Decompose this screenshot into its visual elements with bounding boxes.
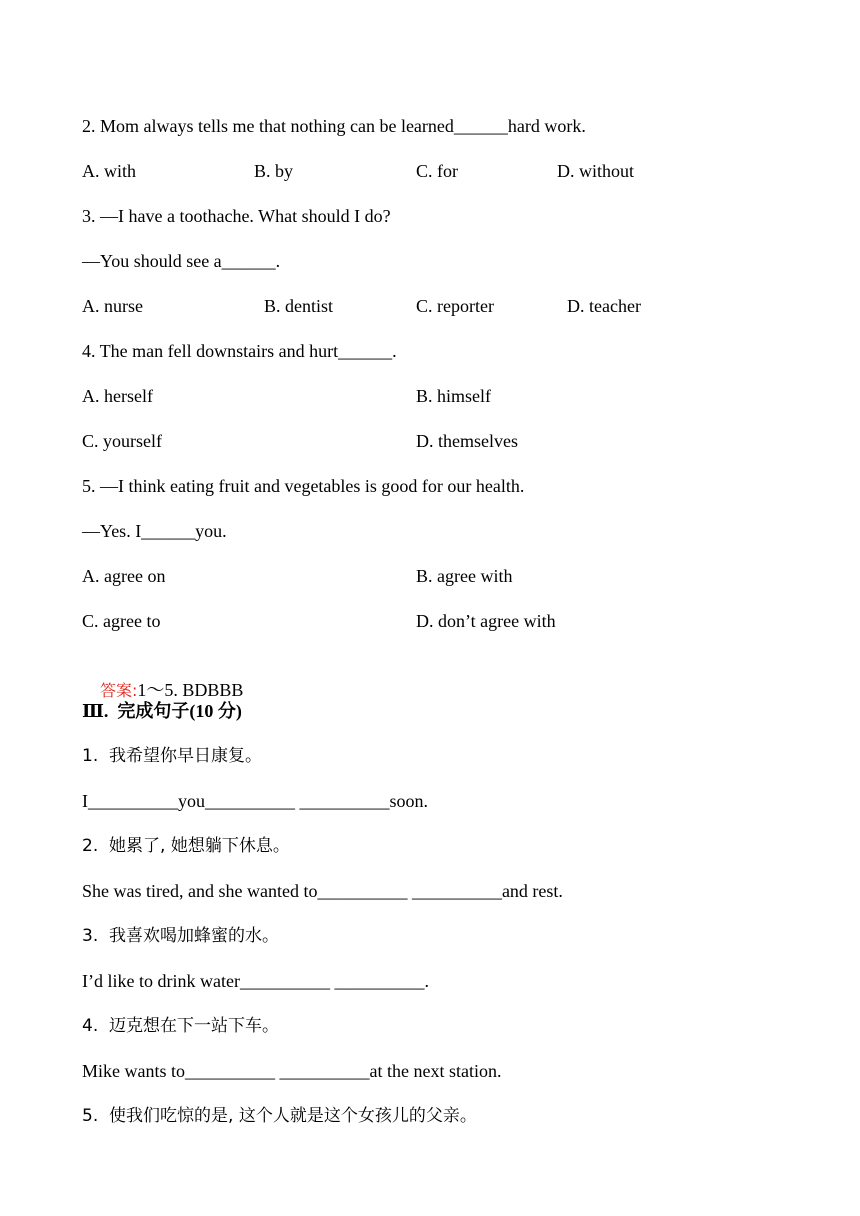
question-3-option-d: D. teacher [567,296,641,316]
answer-label: 答案: [100,681,138,700]
question-5-reply: —Yes. I______you. [82,521,227,541]
question-2-stem: 2. Mom always tells me that nothing can be learned______hard work. [82,116,586,136]
question-4-option-c: C. yourself [82,431,162,451]
question-5-option-b: B. agree with [416,566,513,586]
question-2-option-a: A. with [82,161,136,181]
question-3-option-b: B. dentist [264,296,334,316]
question-2-option-d: D. without [557,161,635,181]
sentence-1-chinese: 1. 我希望你早日康复。 [82,746,263,766]
sentence-2-english: She was tired, and she wanted to__________ __________and rest. [82,881,563,901]
sentence-3-english: I’d like to drink water__________ __________. [82,971,429,991]
question-2-option-c: C. for [416,161,458,181]
question-5-option-d: D. don’t agree with [416,611,556,631]
sentence-1-english: I__________you__________ __________soon. [82,791,428,811]
question-4-stem: 4. The man fell downstairs and hurt______. [82,341,397,361]
sentence-2-chinese: 2. 她累了, 她想躺下休息。 [82,836,290,856]
question-3-reply: —You should see a______. [82,251,281,271]
sentence-5-chinese: 5. 使我们吃惊的是, 这个人就是这个女孩儿的父亲。 [82,1106,477,1126]
question-4-option-d: D. themselves [416,431,518,451]
question-3-option-a: A. nurse [82,296,143,316]
sentence-4-english: Mike wants to__________ __________at the next station. [82,1061,502,1081]
answer-text: 1～5. BDBBB [137,680,244,700]
question-5-option-a: A. agree on [82,566,166,586]
question-4-option-a: A. herself [82,386,153,406]
section-3-heading: Ⅲ. 完成句子(10 分) [82,701,242,721]
question-3-stem: 3. —I have a toothache. What should I do? [82,206,391,226]
question-4-option-b: B. himself [416,386,491,406]
question-2-option-b: B. by [254,161,294,181]
question-3-option-c: C. reporter [416,296,494,316]
sentence-4-chinese: 4. 迈克想在下一站下车。 [82,1016,280,1036]
question-5-option-c: C. agree to [82,611,161,631]
sentence-3-chinese: 3. 我喜欢喝加蜂蜜的水。 [82,926,280,946]
question-5-stem: 5. —I think eating fruit and vegetables is good for our health. [82,476,525,496]
